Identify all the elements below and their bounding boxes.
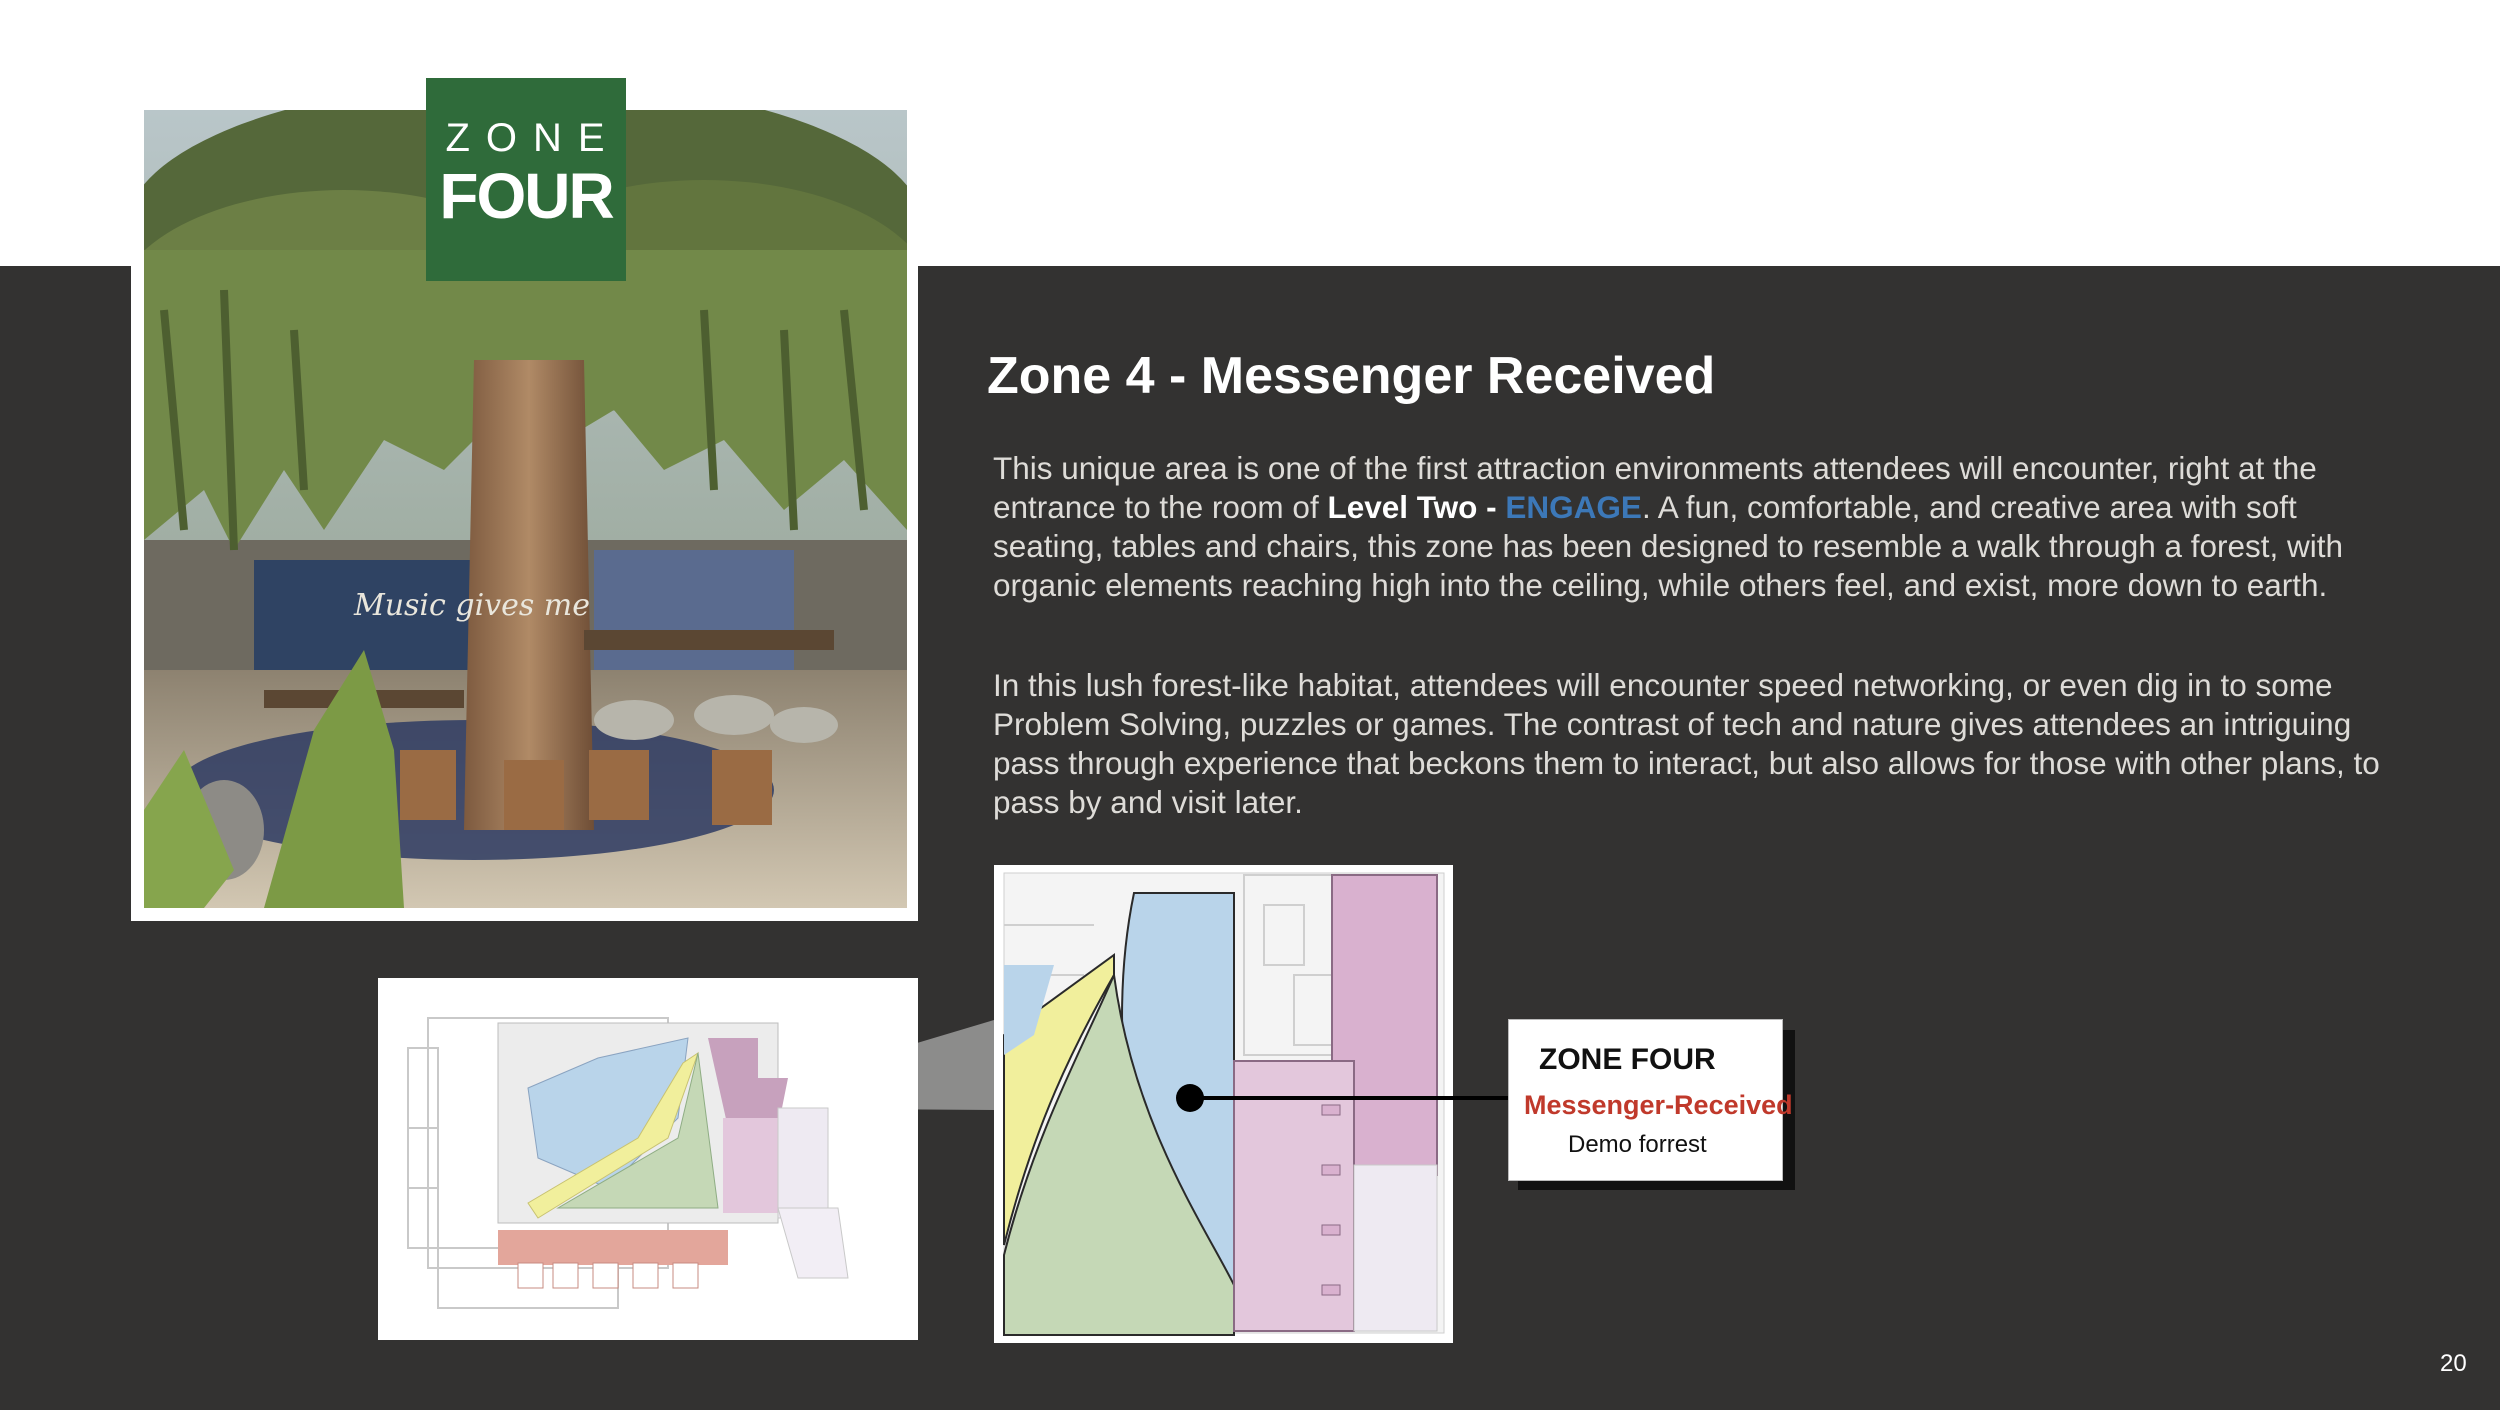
zone-callout <box>1508 1019 1793 1181</box>
page-number: 20 <box>2440 1350 2467 1377</box>
description-paragraph-1 <box>993 449 2393 605</box>
paragraph1-text-before: This unique area is one of the first attraction environments attendees will encounter, right at the entrance to the room of <box>993 450 2317 525</box>
slide-title: Zone 4 - Messenger Received <box>987 347 1716 405</box>
level-two-label: Level Two - <box>1327 489 1506 525</box>
callout-subtitle: Messenger-Received <box>1524 1090 1793 1120</box>
callout-note: Demo forrest <box>1568 1131 1707 1158</box>
paragraph1-text-after: . A fun, comfortable, and creative area with soft seating, tables and chairs, this zone has been designed to resemble a walk through a forest, with organic elements reaching high into the ceiling, while others feel, and exist, more down to earth. <box>993 489 2344 603</box>
badge-number: FOUR <box>439 160 613 232</box>
zone-four-badge <box>426 78 626 281</box>
description-paragraph-2: In this lush forest-like habitat, attendees will encounter speed networking, or even dig in to some Problem Solving, puzzles or games. The contrast of tech and nature gives attendees an intriguing pass through experience that beckons them to interact, but also allows for those with other plans, to pass by and visit later. <box>993 667 2380 820</box>
badge-word: ZONE <box>445 116 621 160</box>
floor-plan-zoomed <box>994 865 1453 1343</box>
floor-plan-overview <box>378 978 918 1340</box>
sign-text: Music gives me <box>354 588 591 623</box>
callout-title: ZONE FOUR <box>1539 1043 1716 1076</box>
engage-label: ENGAGE <box>1505 489 1642 525</box>
